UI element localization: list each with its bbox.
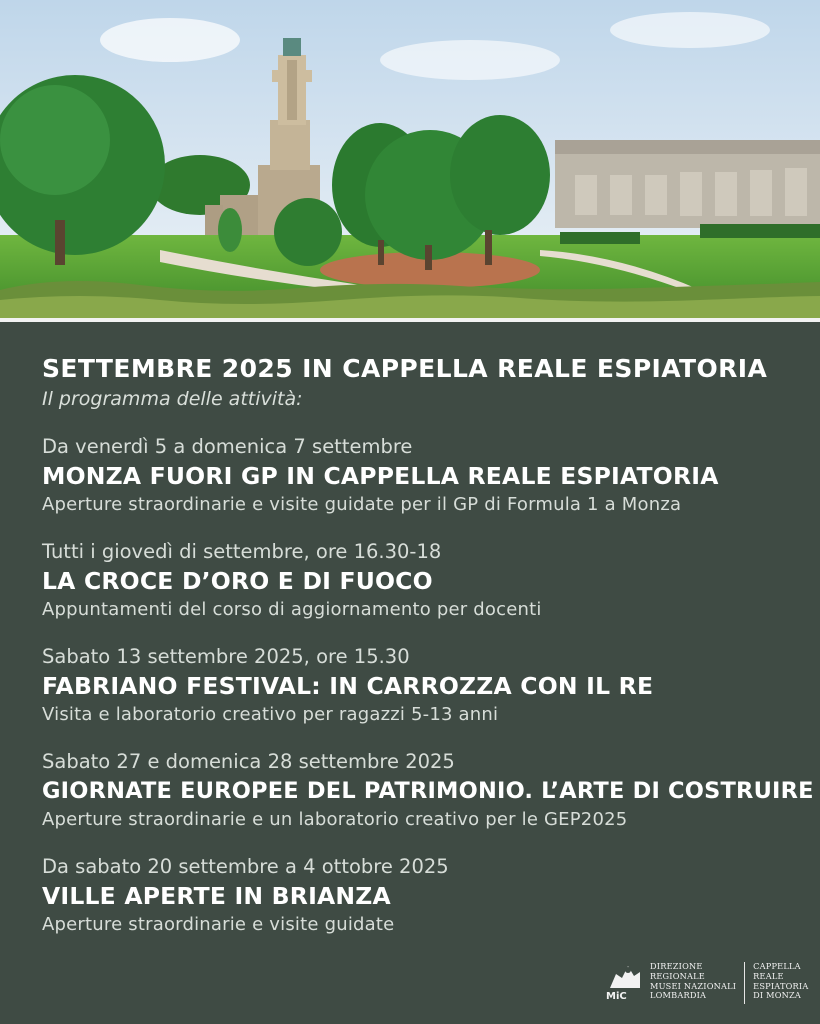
event-title: LA CROCE D’ORO E DI FUOCO: [42, 567, 433, 595]
event-description: Visita e laboratorio creativo per ragazzi 5-13 anni: [42, 704, 499, 725]
program-content: [42, 352, 814, 959]
event-date: Sabato 27 e domenica 28 settembre 2025: [42, 750, 455, 773]
event-item: [42, 434, 802, 517]
event-title: MONZA FUORI GP IN CAPPELLA REALE ESPIATORIA: [42, 462, 719, 490]
event-title: VILLE APERTE IN BRIANZA: [42, 882, 391, 910]
logo-line: CAPPELLA: [753, 961, 801, 971]
event-date: Da venerdì 5 a domenica 7 settembre: [42, 435, 413, 458]
intro-text: Il programma delle attività:: [42, 388, 303, 410]
event-date: Da sabato 20 settembre a 4 ottobre 2025: [42, 855, 449, 878]
cappella-reale-text: [753, 962, 808, 1001]
logo-line: DIREZIONE: [650, 961, 703, 971]
event-date: Sabato 13 settembre 2025, ore 15.30: [42, 645, 410, 668]
event-description: Aperture straordinarie e un laboratorio creativo per le GEP2025: [42, 809, 628, 830]
event-description: Aperture straordinarie e visite guidate: [42, 914, 395, 935]
header-photo: [0, 0, 820, 318]
headline: SETTEMBRE 2025 IN CAPPELLA REALE ESPIATORIA: [42, 354, 768, 383]
logo-separator: [744, 962, 745, 1004]
event-date: Tutti i giovedì di settembre, ore 16.30-18: [42, 540, 442, 563]
event-title: GIORNATE EUROPEE DEL PATRIMONIO. L’ARTE DI COSTRUIRE: [42, 778, 814, 804]
monument-garden-illustration: [0, 0, 820, 318]
event-description: Appuntamenti del corso di aggiornamento per docenti: [42, 599, 542, 620]
mic-logo-icon: [606, 962, 644, 1002]
event-item: [42, 539, 802, 622]
direzione-regionale-text: [650, 962, 736, 1001]
logo-line: DI MONZA: [753, 990, 802, 1001]
logo-line: MUSEI NAZIONALI: [650, 980, 737, 991]
logo-line: ESPIATORIA: [753, 980, 809, 991]
photo-divider: [0, 318, 820, 322]
logo-line: REGIONALE: [650, 970, 705, 981]
mic-emblem-icon: [606, 962, 644, 992]
logo-line: LOMBARDIA: [650, 990, 707, 1001]
mic-label: MiC: [606, 991, 627, 1002]
event-description: Aperture straordinarie e visite guidate per il GP di Formula 1 a Monza: [42, 494, 682, 515]
event-item: [42, 749, 814, 832]
event-item: [42, 644, 802, 727]
event-title: FABRIANO FESTIVAL: IN CARROZZA CON IL RE: [42, 672, 654, 700]
footer-logos: [606, 962, 808, 1006]
event-item: [42, 854, 802, 937]
logo-line: REALE: [753, 970, 784, 981]
